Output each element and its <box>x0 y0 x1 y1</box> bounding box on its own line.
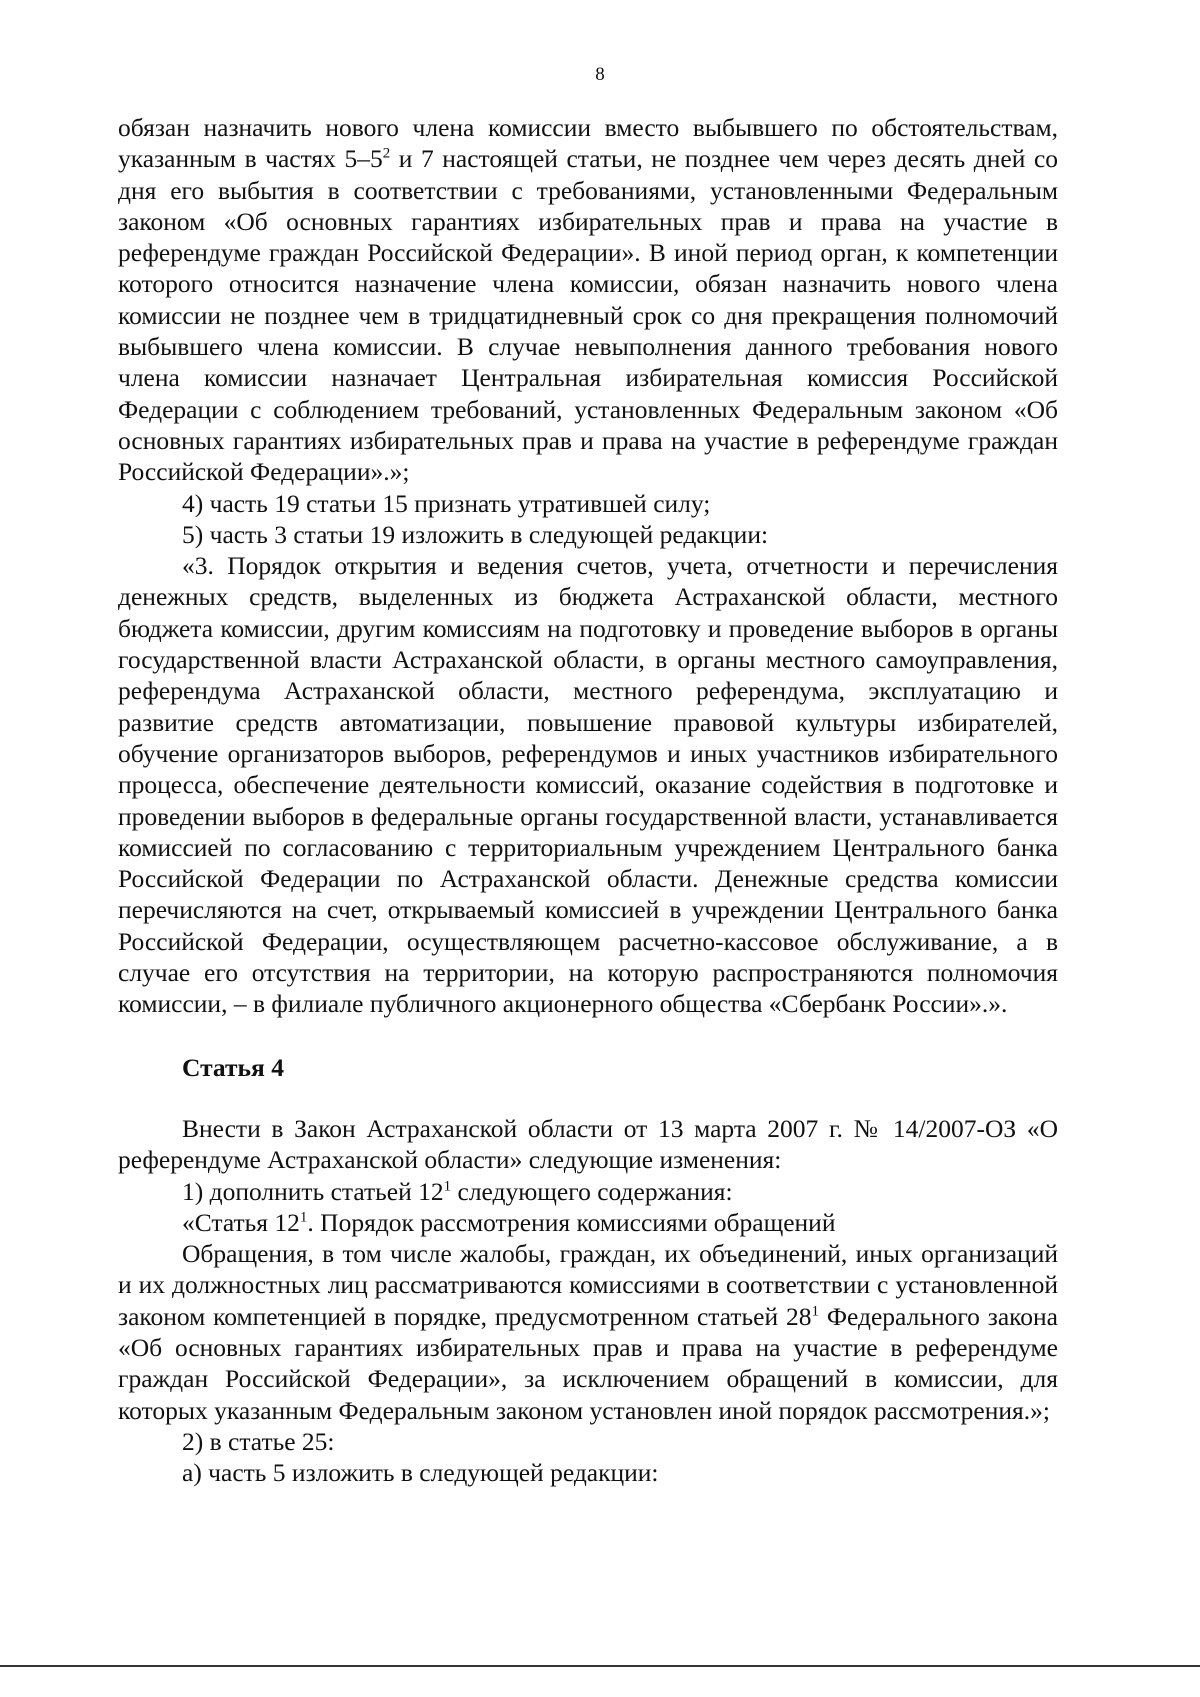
paragraph: 1) дополнить статьей $12^1$ следующего содержания: <box>182 1176 733 1206</box>
paragraph: обязан назначить нового члена комиссии вместо выбывшего по обстоятельствам, указанным в частях $5-5^2$ и 7 настоящей статьи, не позднее чем через десять дней со дня его выбытия в соответствии с требованиями, установленными Федеральным законом «Об основных гарантиях избирательных прав и права на участие в референдуме граждан Российской Федерации». В иной период орган, к компетенции которого относится назначение члена комиссии, обязан назначить нового члена комиссии не позднее чем в тридцатидневный срок со дня прекращения полномочий выбывшего члена комиссии. В случае невыполнения данного требования нового члена комиссии назначает Центральная избирательная комиссия Российской Федерации с соблюдением требований, установленных Федеральным законом «Об основных гарантиях избирательных прав и права на участие в референдуме граждан Российской Федерации».»; <box>118 113 1059 487</box>
footer-rule <box>0 1665 1200 1667</box>
paragraph: «Статья $12^1$. Порядок рассмотрения комиссиями обращений <box>182 1207 836 1237</box>
article-heading: Статья 4 <box>182 1052 284 1082</box>
page-number: 8 <box>595 64 605 85</box>
paragraph: 5) часть 3 статьи 19 изложить в следующей редакции: <box>182 519 769 549</box>
document-body <box>118 112 1058 1488</box>
paragraph: «3. Порядок открытия и ведения счетов, учета, отчетности и перечисления денежных средств, выделенных из бюджета Астраханской области, местного бюджета комиссии, другим комиссиям на подготовку и проведение выборов в органы государственной власти Астраханской области, в органы местного самоуправления, референдума Астраханской области, местного референдума, эксплуатацию и развитие средств автоматизации, повышение правовой культуры избирателей, обучение организаторов выборов, референдумов и иных участников избирательного процесса, обеспечение деятельности комиссий, оказание содействия в подготовке и проведении выборов в федеральные органы государственной власти, устанавливается комиссией по согласованию с территориальным учреждением Центрального банка Российской Федерации по Астраханской области. Денежные средства комиссии перечисляются на счет, открываемый комиссией в учреждении Центрального банка Российской Федерации, осуществляющем расчетно-кассовое обслуживание, а в случае его отсутствия на территории, на которую распространяются полномочия комиссии, – в филиале публичного акционерного общества «Сбербанк России».». <box>118 551 1058 1019</box>
paragraph: а) часть 5 изложить в следующей редакции: <box>182 1458 659 1488</box>
paragraph: 4) часть 19 статьи 15 признать утратившей силу; <box>182 488 711 518</box>
paragraph: Внести в Закон Астраханской области от 13 марта 2007 г. № 14/2007-ОЗ «О референдуме Астраханской области» следующие изменения: <box>118 1113 1058 1175</box>
paragraph: 2) в статье 25: <box>182 1426 335 1456</box>
paragraph: Обращения, в том числе жалобы, граждан, их объединений, иных организаций и их должностных лиц рассматриваются комиссиями в соответствии с установленной законом компетенцией в порядке, предусмотренном статьей $28^1$ Федерального закона «Об основных гарантиях избирательных прав и права на участие в референдуме граждан Российской Федерации», за исключением обращений в комиссии, для которых указанным Федеральным законом установлен иной порядок рассмотрения.»; <box>118 1239 1058 1425</box>
